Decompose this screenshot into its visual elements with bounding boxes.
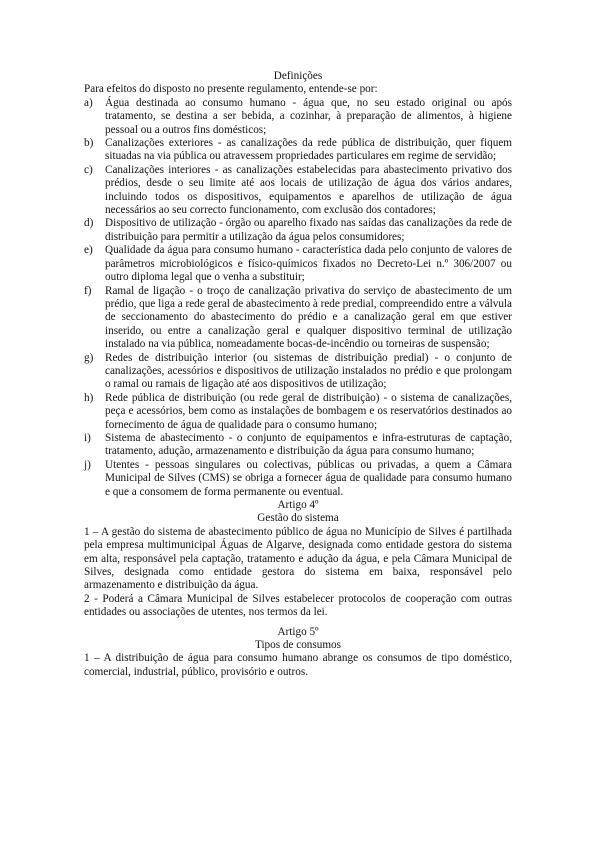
- definition-text: Sistema de abastecimento - o conjunto de equipamentos e infra-estruturas de captação, tratamento, adução, armazenamento e distribuição da água para consumo humano;: [105, 431, 512, 458]
- definition-label: f): [84, 284, 92, 297]
- article-4-title: Gestão do sistema: [257, 512, 339, 525]
- definition-item-j: [84, 459, 512, 499]
- definition-item-d: [84, 217, 512, 244]
- definition-text: Ramal de ligação - o troço de canalização privativa do serviço de abastecimento de um prédio, que liga a rede geral de abastecimento à rede predial, compreendido entre a válvula de seccionamento do abastecimento do prédio e a canalização geral em que estiver inserido, ou entre a canalização geral e qualquer dispositivo terminal de utilização instalado na via pública, nomeadamente bocas-de-incêndio ou torneiras de suspensão;: [105, 284, 512, 351]
- article-4-number: Artigo 4º: [277, 499, 319, 511]
- definition-text: Qualidade da água para consumo humano - característica dada pelo conjunto de valores de parâmetros microbiológicos e físico-químicos fixados no Decreto-Lei n.º 306/2007 ou outro diploma legal que o venha a substituir;: [105, 244, 512, 284]
- definition-text: Água destinada ao consumo humano - água que, no seu estado original ou após tratamento, se destina a ser bebida, a cozinhar, à preparação de alimentos, à higiene pessoal ou a outros fins domésticos;: [105, 96, 512, 136]
- article-5-title: Tipos de consumos: [255, 639, 341, 652]
- definitions-heading: Definições: [273, 70, 323, 82]
- definition-label: h): [84, 391, 94, 404]
- definition-label: e): [84, 244, 93, 257]
- document-content: [84, 70, 512, 679]
- definitions-intro: Para efeitos do disposto no presente regulamento, entende-se por:: [84, 83, 378, 96]
- definition-text: Redes de distribuição interior (ou sistemas de distribuição predial) - o conjunto de canalizações, acessórios e dispositivos de utilização instalados no prédio e que prolongam o ramal ou ramais de ligação até aos dispositivos de utilização;: [105, 351, 512, 391]
- definition-label: b): [84, 137, 94, 150]
- definition-text: Canalizações interiores - as canalizações estabelecidas para abastecimento privativo dos prédios, desde o seu limite até aos locais de utilização de água dos vários andares, incluindo todos os dispositivos, equipamentos e aparelhos de utilização de água necessários ao seu correcto funcionamento, com exclusão dos contadores;: [105, 163, 512, 217]
- definition-label: d): [84, 217, 94, 230]
- article-4-paragraph-2: 2 - Poderá a Câmara Municipal de Silves estabelecer protocolos de cooperação com outras entidades ou associações de utentes, nos termos da lei.: [84, 592, 512, 619]
- definitions-list: [84, 97, 512, 499]
- definition-label: i): [84, 431, 91, 444]
- definition-item-a: [84, 97, 512, 137]
- definition-item-b: [84, 137, 512, 164]
- definition-text: Dispositivo de utilização - órgão ou aparelho fixado nas saídas das canalizações da rede de distribuição para permitir a utilização da água pelos consumidores;: [105, 217, 512, 243]
- definition-item-e: [84, 244, 512, 284]
- definition-text: Utentes - pessoas singulares ou colectivas, públicas ou privadas, a quem a Câmara Municipal de Silves (CMS) se obriga a fornecer água de qualidade para consumo humano e que a consomem de forma permanente ou eventual.: [105, 458, 512, 498]
- definition-item-f: [84, 285, 512, 352]
- definition-text: Rede pública de distribuição (ou rede geral de distribuição) - o sistema de canalizações, peça e acessórios, bem como as instalações de bombagem e os reservatórios destinados ao fornecimento de água de qualidade para o consumo humano;: [105, 391, 512, 431]
- definition-label: a): [84, 96, 93, 109]
- definition-item-i: [84, 432, 512, 459]
- definition-label: g): [84, 351, 94, 364]
- definition-text: Canalizações exteriores - as canalizações da rede pública de distribuição, quer fiquem situadas na via pública ou atravessem propriedades particulares em regime de servidão;: [105, 137, 512, 163]
- definition-label: j): [84, 458, 91, 471]
- article-5-paragraph-1: 1 – A distribuição de água para consumo humano abrange os consumos de tipo doméstico, comercial, industrial, público, provisório e outros.: [84, 652, 512, 678]
- definition-label: c): [84, 163, 93, 176]
- definition-item-h: [84, 392, 512, 432]
- article-5-number: Artigo 5º: [277, 625, 319, 638]
- definition-item-c: [84, 164, 512, 218]
- definition-item-g: [84, 352, 512, 392]
- article-4-paragraph-1: 1 – A gestão do sistema de abastecimento público de água no Município de Silves é partilhada pela empresa multimunicipal Águas de Algarve, designada como entidade gestora do sistema em alta, responsável pela captação, tratamento e adução da água, e pela Câmara Municipal de Silves, designada como entidade gestora do sistema em baixa, responsável pelo armazenamento e distribuição da água.: [84, 525, 512, 592]
